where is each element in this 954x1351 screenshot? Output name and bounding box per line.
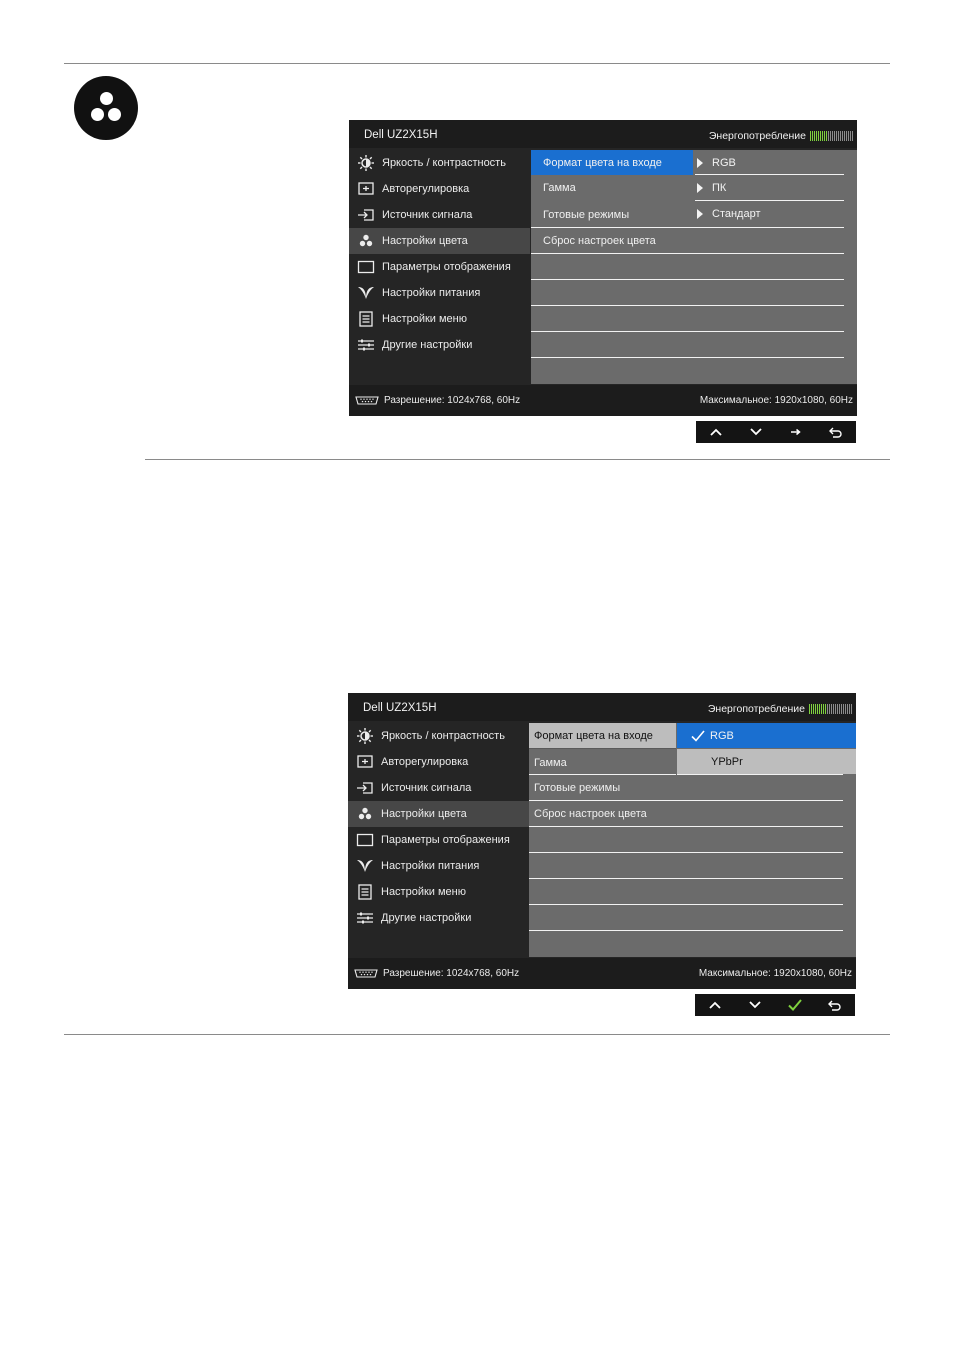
row-separator (531, 331, 844, 332)
energy-bar (812, 131, 813, 141)
menu-item-display-settings[interactable] (349, 254, 530, 280)
menu-label: Настройки меню (381, 886, 466, 898)
current-resolution (353, 968, 519, 979)
submenu-label: Сброс настроек цвета (534, 807, 647, 820)
submenu-label: Готовые режимы (534, 781, 621, 794)
energy-bar (822, 131, 823, 141)
menu-label: Авторегулировка (382, 183, 470, 195)
up-button[interactable] (696, 421, 736, 443)
other-settings-icon (357, 337, 375, 353)
display-settings-icon (357, 259, 375, 275)
menu-label: Настройки меню (382, 313, 467, 325)
energy-bar (837, 704, 838, 714)
energy-bar (814, 131, 815, 141)
menu-label: Другие настройки (382, 339, 473, 351)
energy-bar (850, 131, 851, 141)
menu-label: Яркость / контрастность (381, 730, 505, 742)
brightness-icon (357, 155, 375, 171)
osd-status-bar (348, 958, 856, 989)
vga-connector-icon (353, 969, 379, 978)
menu-item-display-settings[interactable] (348, 827, 529, 853)
bottom-divider (64, 1034, 890, 1035)
row-separator (529, 852, 843, 853)
submenu-label: Формат цвета на входе (534, 729, 653, 742)
energy-bar (835, 704, 836, 714)
submenu-item-reset-color[interactable] (531, 228, 831, 253)
middle-divider (145, 459, 890, 460)
row-separator (531, 357, 844, 358)
resolution-text: Разрешение: 1024x768, 60Hz (383, 968, 520, 979)
vga-connector-icon (354, 396, 380, 405)
osd-screen-color-settings (349, 120, 857, 416)
model-name: Dell UZ2X15H (364, 129, 438, 141)
menu-item-color-settings[interactable] (348, 801, 529, 827)
submenu-label: Сброс настроек цвета (543, 234, 656, 247)
color-settings-icon (357, 233, 375, 249)
row-separator (529, 774, 676, 775)
energy-bar (828, 131, 829, 141)
row-separator (531, 227, 844, 228)
power-settings-icon (356, 858, 374, 874)
menu-item-auto-adjust[interactable] (348, 749, 529, 775)
value-input-color-format[interactable] (697, 150, 736, 175)
current-resolution (354, 395, 520, 406)
value-label: Стандарт (712, 207, 761, 220)
energy-bar (818, 131, 819, 141)
energy-bar (836, 131, 837, 141)
energy-meter (708, 703, 852, 715)
menu-item-input-source[interactable] (349, 202, 530, 228)
right-arrow-icon (790, 428, 802, 436)
energy-bar (820, 131, 821, 141)
menu-label: Настройки цвета (382, 235, 468, 247)
row-separator (529, 930, 843, 931)
energy-bars (810, 131, 853, 141)
max-resolution-text: Максимальное: 1920x1080, 60Hz (698, 968, 852, 979)
energy-bar (844, 131, 845, 141)
energy-bar (830, 131, 831, 141)
submenu-item-preset-modes[interactable] (529, 775, 829, 800)
model-name: Dell UZ2X15H (363, 702, 437, 714)
up-arrow-icon (710, 428, 722, 436)
down-button[interactable] (736, 421, 776, 443)
row-separator (677, 774, 843, 775)
menu-label: Параметры отображения (382, 261, 511, 273)
submenu-label: Формат цвета на входе (543, 156, 662, 169)
front-button-bar (695, 994, 855, 1016)
brightness-icon (356, 728, 374, 744)
menu-label: Настройки цвета (381, 808, 467, 820)
menu-label: Яркость / контрастность (382, 157, 506, 169)
down-arrow-icon (750, 428, 762, 436)
energy-bar (847, 704, 848, 714)
menu-label: Источник сигнала (381, 782, 472, 794)
menu-item-auto-adjust[interactable] (349, 176, 530, 202)
play-arrow-icon (697, 183, 703, 193)
back-button[interactable] (815, 994, 855, 1016)
energy-bar (841, 704, 842, 714)
menu-item-power-settings[interactable] (348, 853, 529, 879)
submenu-item-input-color-format[interactable] (529, 723, 676, 748)
value-gamma[interactable] (697, 175, 726, 200)
display-settings-icon (356, 832, 374, 848)
energy-bar (846, 131, 847, 141)
energy-bar (840, 131, 841, 141)
submenu-item-gamma[interactable] (531, 175, 693, 200)
submenu-item-input-color-format[interactable] (531, 150, 693, 175)
resolution-text: Разрешение: 1024x768, 60Hz (384, 395, 521, 406)
value-preset-modes[interactable] (697, 201, 761, 226)
energy-bar (852, 131, 853, 141)
menu-item-other-settings[interactable] (349, 332, 530, 358)
row-separator (529, 748, 676, 749)
submenu-item-preset-modes[interactable] (531, 202, 693, 227)
energy-bar (809, 704, 810, 714)
back-icon (829, 427, 843, 438)
up-arrow-icon (709, 1001, 721, 1009)
down-arrow-icon (749, 1001, 761, 1009)
row-separator (529, 826, 843, 827)
energy-bar (839, 704, 840, 714)
menu-settings-icon (356, 884, 374, 900)
row-separator (531, 253, 844, 254)
energy-bar (829, 704, 830, 714)
back-icon (828, 1000, 842, 1011)
menu-label: Источник сигнала (382, 209, 473, 221)
osd-main-menu (348, 723, 529, 957)
option-label: YPbPr (711, 755, 743, 768)
energy-bar (823, 704, 824, 714)
energy-bar (810, 131, 811, 141)
energy-bar (845, 704, 846, 714)
energy-bar (838, 131, 839, 141)
menu-item-brightness[interactable] (349, 150, 530, 176)
row-separator (695, 200, 844, 201)
energy-bar (811, 704, 812, 714)
energy-bar (825, 704, 826, 714)
option-ypbpr[interactable] (677, 749, 856, 774)
energy-bar (819, 704, 820, 714)
energy-bar (827, 704, 828, 714)
energy-bar (813, 704, 814, 714)
auto-adjust-icon (357, 181, 375, 197)
back-button[interactable] (816, 421, 856, 443)
energy-bar (815, 704, 816, 714)
energy-bar (848, 131, 849, 141)
value-label: RGB (712, 156, 736, 169)
energy-label: Энергопотребление (708, 130, 806, 142)
row-separator (531, 305, 844, 306)
energy-bar (826, 131, 827, 141)
check-icon (788, 999, 802, 1011)
osd-status-bar (349, 385, 857, 416)
other-settings-icon (356, 910, 374, 926)
energy-bar (834, 131, 835, 141)
energy-bar (833, 704, 834, 714)
energy-bar (849, 704, 850, 714)
enter-button[interactable] (776, 421, 816, 443)
menu-item-other-settings[interactable] (348, 905, 529, 931)
menu-item-menu-settings[interactable] (348, 879, 529, 905)
down-button[interactable] (735, 994, 775, 1016)
check-icon (691, 730, 705, 742)
energy-bar (816, 131, 817, 141)
energy-bar (843, 704, 844, 714)
input-source-icon (356, 780, 374, 796)
option-label: RGB (710, 729, 734, 742)
confirm-button[interactable] (775, 994, 815, 1016)
energy-bar (832, 131, 833, 141)
energy-bars (809, 704, 852, 714)
menu-label: Параметры отображения (381, 834, 510, 846)
osd-main-menu (349, 150, 530, 384)
menu-label: Настройки питания (382, 287, 481, 299)
play-arrow-icon (697, 209, 703, 219)
energy-bar (851, 704, 852, 714)
energy-bar (831, 704, 832, 714)
osd-screen-input-color-format (348, 693, 856, 989)
menu-item-menu-settings[interactable] (349, 306, 530, 332)
row-separator (529, 878, 843, 879)
max-resolution-text: Максимальное: 1920x1080, 60Hz (699, 395, 853, 406)
value-label: ПК (712, 181, 727, 194)
menu-label: Другие настройки (381, 912, 472, 924)
play-arrow-icon (697, 158, 703, 168)
menu-item-color-settings[interactable] (349, 228, 530, 254)
power-settings-icon (357, 285, 375, 301)
energy-bar (817, 704, 818, 714)
menu-label: Настройки питания (381, 860, 480, 872)
osd-submenu (529, 723, 856, 957)
top-divider (64, 63, 890, 64)
submenu-label: Гамма (534, 756, 567, 769)
energy-bar (842, 131, 843, 141)
osd-submenu (531, 150, 857, 384)
color-settings-icon (74, 76, 138, 140)
osd-title-bar (349, 120, 857, 148)
up-button[interactable] (695, 994, 735, 1016)
menu-label: Авторегулировка (381, 756, 469, 768)
energy-bar (821, 704, 822, 714)
submenu-item-gamma[interactable] (529, 750, 676, 775)
menu-item-brightness[interactable] (348, 723, 529, 749)
menu-item-input-source[interactable] (348, 775, 529, 801)
color-settings-icon (356, 806, 374, 822)
menu-item-power-settings[interactable] (349, 280, 530, 306)
submenu-label: Готовые режимы (543, 208, 630, 221)
menu-settings-icon (357, 311, 375, 327)
row-separator (529, 800, 843, 801)
row-separator (531, 279, 844, 280)
osd-title-bar (348, 693, 856, 721)
front-button-bar (696, 421, 856, 443)
energy-meter (709, 130, 853, 142)
submenu-label: Гамма (543, 181, 576, 194)
row-separator (695, 174, 844, 175)
energy-bar (824, 131, 825, 141)
auto-adjust-icon (356, 754, 374, 770)
submenu-item-reset-color[interactable] (529, 801, 829, 826)
option-rgb[interactable] (677, 723, 856, 748)
row-separator (529, 904, 843, 905)
input-source-icon (357, 207, 375, 223)
energy-label: Энергопотребление (707, 703, 805, 715)
